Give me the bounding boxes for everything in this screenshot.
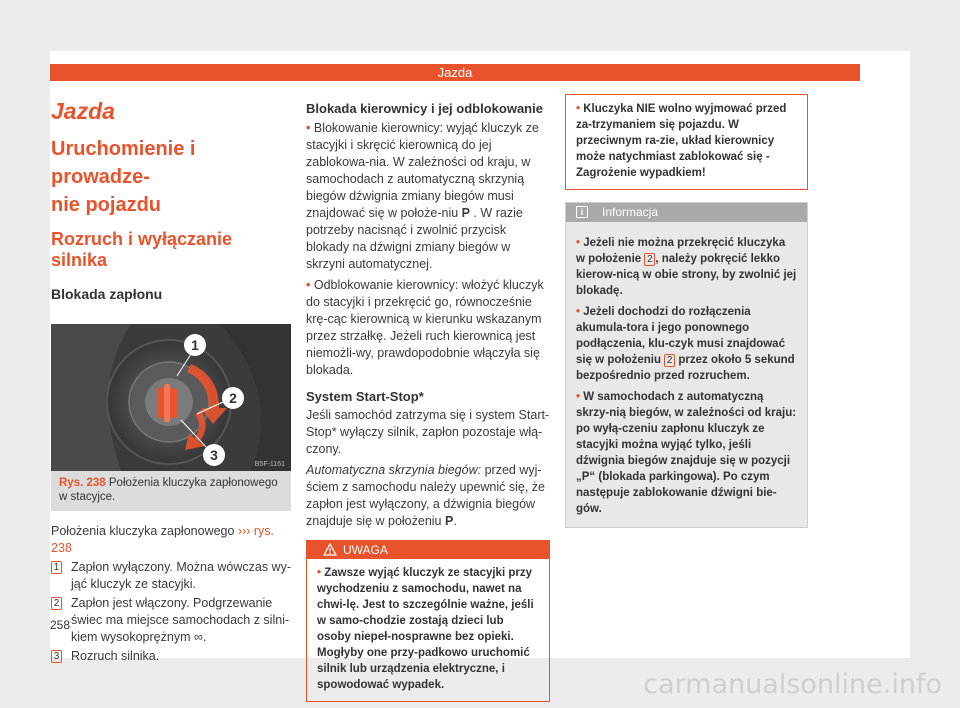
item-number: 2 [51, 597, 62, 610]
column-left [51, 96, 291, 665]
item-text: Zapłon jest włączony. Podgrzewanie świec ma miejsce samochodach z silni-kiem wysokoprężnym ∞. [71, 596, 290, 644]
watermark: carmanualsonline.info [643, 669, 942, 700]
callout-3-label: 3 [210, 447, 218, 463]
page-number: 258 [50, 618, 71, 632]
list-item [51, 648, 291, 665]
subsection-title: Rozruch i wyłączanie silnika [51, 229, 233, 270]
item-text: Rozruch silnika. [71, 649, 160, 663]
figure-code: B5F-1161 [254, 461, 285, 468]
intro-label: Położenia kluczyka zapłonowego [51, 524, 235, 538]
item-number: 1 [51, 561, 62, 574]
warning-box [306, 540, 550, 702]
start-stop-text: Jeśli samochód zatrzyma się i system Start-Stop* wyłączy silnik, zapłon pozostaje włą-czony. [306, 408, 550, 456]
figure-ref-link[interactable]: ››› rys. 238 [51, 524, 275, 555]
ignition-illustration [51, 324, 291, 471]
position-number: 2 [644, 253, 655, 266]
chapter-title: Jazda [51, 98, 115, 124]
figure-caption-text: Położenia kluczyka zapłonowego w stacyjce. [59, 477, 278, 503]
info-box [565, 202, 808, 528]
bullet-icon: • [576, 391, 584, 403]
section-title [51, 135, 291, 219]
bullet-icon: • [576, 237, 584, 249]
running-header: Jazda [50, 64, 860, 81]
info-body [566, 222, 807, 527]
figure-caption [51, 471, 291, 511]
item-number: 3 [51, 650, 62, 663]
start-stop-heading: System Start-Stop* [306, 389, 424, 404]
intro-text [51, 523, 291, 557]
info-item-text: Jeżeli dochodzi do rozłączenia akumula-tora i jego ponownego podłączenia, klu-czyk musi znajdować się w położeniu [576, 306, 785, 366]
warning-body [307, 559, 549, 701]
bullet-icon: • [576, 306, 584, 318]
auto-gearbox-text: Automatyczna skrzynia biegów: przed wyj-ściem z samochodu należy upewnić się, że zapłon jest wyłączony, a dźwignia biegów znajduje się w położeniu P. [306, 463, 546, 528]
info-item [576, 304, 797, 384]
info-item-text: W samochodach z automatyczną skrzy-nią biegów, w zależności od kraju: po wyłą-czeniu zapłonu kluczyk ze stacyjki można wyjąć tylko, jeśli dźwignia biegów znajduje się w pozycji „P“ (blokada parkingowa). Po czym następuje zablokowanie dźwigni bie-gów. [576, 391, 797, 515]
info-icon: i [576, 206, 588, 218]
bullet-unlock-text: Odblokowanie kierownicy: włożyć kluczyk do stacyjki i przekręcić go, równocześnie krę-cąc kierownicą w kierunku wskazanym przez strzałkę. Jeżeli ruch kierownicą jest niemożli-wy, prawdopodobnie włączyła się blokada. [306, 278, 544, 377]
info-item-text-end: , należy pokręcić lekko kierow-nicą w obie strony, by zwolnić jej blokadę. [576, 253, 797, 297]
info-header [566, 203, 807, 222]
bullet-icon: • [317, 567, 325, 579]
auto-gearbox-label: Automatyczna skrzynia biegów: [306, 463, 482, 477]
warning-header [307, 541, 549, 559]
info-item-text-end: przez około 5 sekund bezpośrednio przed rozruchem. [576, 354, 795, 382]
list-item [51, 559, 291, 593]
figure-ignition [51, 324, 291, 511]
warning-box-continued [565, 94, 808, 190]
gear-p-2: P [445, 514, 454, 528]
section-title-line1: Uruchomienie i prowadze- [51, 138, 196, 188]
column-right [565, 94, 808, 528]
ignition-drawing [51, 324, 291, 471]
bullet-lock-text: Blokowanie kierownicy: wyjąć kluczyk ze stacyjki i skręcić kierownicą do jej zablokowa-nia. W zależności od kraju, w samochodach z automatyczną skrzynią biegów dźwignia zmiany biegów musi znajdować się w położe-niu [306, 121, 539, 220]
callout-1-label: 1 [191, 337, 199, 353]
bullet-lock-text-end: . W razie potrzeby nacisnąć i zwolnić przycisk blokady na dźwigni zmiany biegów w skrzyni automatycznej. [306, 206, 523, 271]
list-item [51, 595, 291, 646]
bullet-lock [306, 120, 550, 273]
warning-text: Zawsze wyjąć kluczyk ze stacyjki przy wychodzeniu z samochodu, nawet na chwi-lę. Jest to szczególnie ważne, jeśli w samo-chodzie zostają dzieci lub osoby niepeł-nosprawne bez opieki. Mogłyby one przy-padkowo uruchomić silnik lub urządzenia elektryczne, i spowodować wypadek. [317, 567, 534, 691]
callout-2-label: 2 [229, 390, 237, 406]
column-middle [306, 97, 550, 702]
warning-continued-text: Kluczyka NIE wolno wyjmować przed za-trzymaniem się pojazdu. W przeciwnym ra-zie, układ kierownicy może natychmiast zablokować się - Zagrożenie wypadkiem! [576, 103, 787, 179]
steering-lock-heading: Blokada kierownicy i jej odblokowanie [306, 101, 543, 116]
info-item [576, 389, 797, 517]
info-item [576, 235, 797, 299]
item-text: Zapłon wyłączony. Można wówczas wy-jąć kluczyk ze stacyjki. [71, 560, 291, 591]
bullet-icon: • [306, 121, 314, 135]
topic-title: Blokada zapłonu [51, 286, 163, 302]
info-item-text: Jeżeli nie można przekręcić kluczyka w położenie [576, 237, 786, 265]
warning-title: UWAGA [343, 543, 388, 557]
bullet-unlock [306, 277, 550, 379]
position-list [51, 559, 291, 665]
figure-label: Rys. 238 [59, 477, 106, 489]
warning-icon [323, 543, 337, 556]
position-number: 2 [664, 354, 675, 367]
info-title: Informacja [602, 205, 659, 219]
bullet-icon: • [306, 278, 314, 292]
bullet-icon: • [576, 103, 584, 115]
warning-continued-body [566, 95, 807, 189]
auto-gearbox-body: przed wyj-ściem z samochodu należy upewnić się, że zapłon jest wyłączony, a dźwignia biegów znajduje się w położeniu [306, 463, 546, 528]
gear-p: P [461, 206, 470, 220]
section-title-line2: nie pojazdu [51, 194, 161, 216]
